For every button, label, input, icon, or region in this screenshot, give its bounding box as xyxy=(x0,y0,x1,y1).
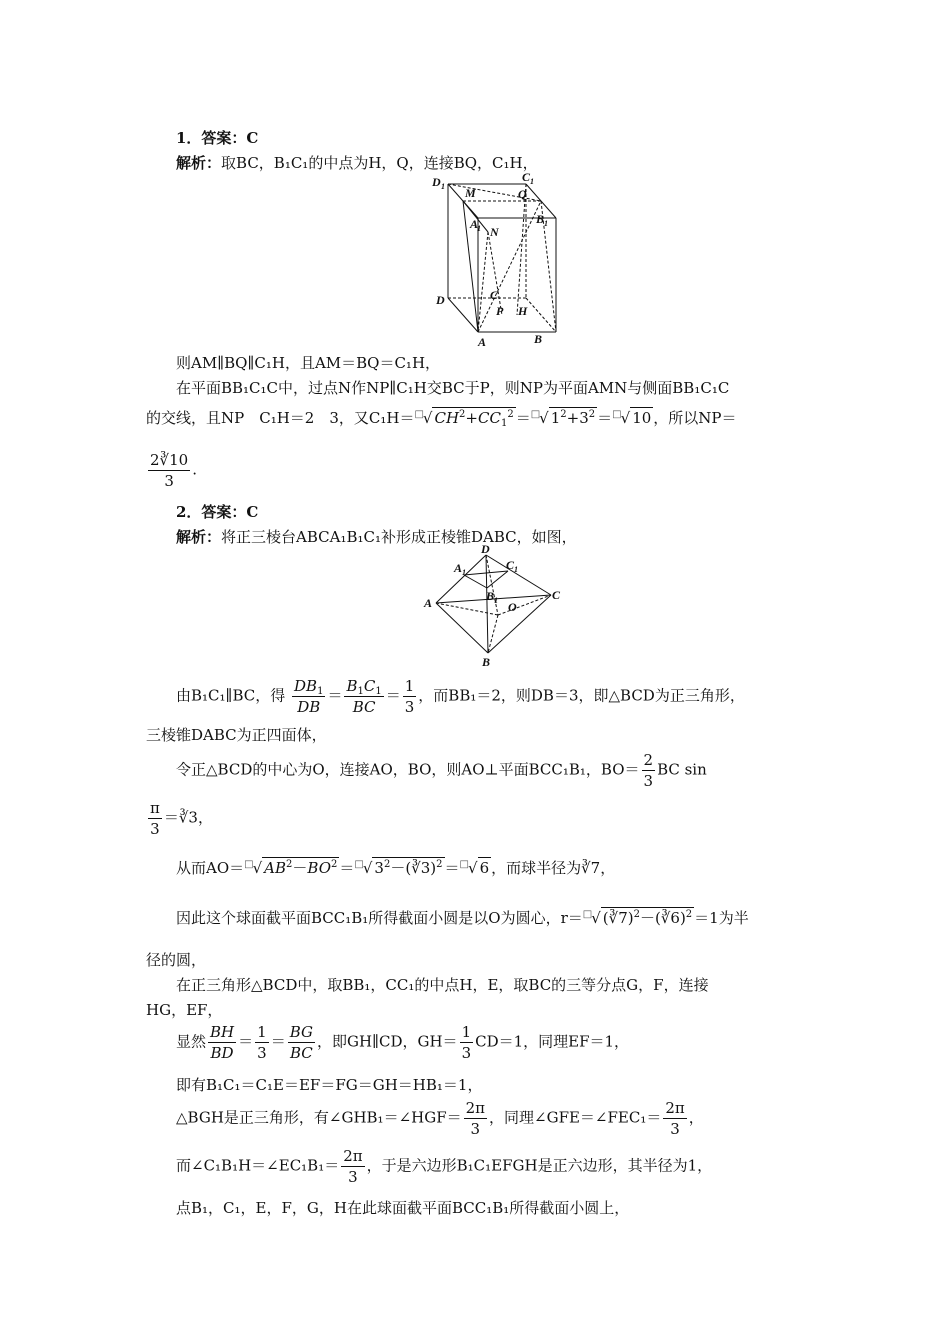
q1-line2: 则AM∥BQ∥C₁H，且AM＝BQ＝C₁H， xyxy=(176,354,441,372)
svg-text:1: 1 xyxy=(441,182,445,191)
svg-text:C: C xyxy=(506,558,515,572)
svg-text:H: H xyxy=(518,304,528,318)
svg-text:D: D xyxy=(436,293,445,307)
svg-text:1: 1 xyxy=(544,219,548,228)
q2-line5: $\frac{\pi}{3}$ ＝∛3， xyxy=(150,799,213,838)
q2-line8: 径的圆， xyxy=(146,951,207,969)
q2-line6: 从而AO＝□√ $AB^2-BO^2$ ＝□√ $3^2-(∛3)^2$ ＝□√ 6 ，而球半径为∛7， xyxy=(176,859,616,877)
svg-text:1: 1 xyxy=(462,568,466,577)
svg-text:Q: Q xyxy=(518,187,527,201)
svg-text:C: C xyxy=(522,172,531,184)
q1-line1: 解析：取BC，B₁C₁的中点为H，Q，连接BQ，C₁H， xyxy=(176,154,538,172)
q2-line10: HG，EF， xyxy=(146,1001,223,1019)
q2-line7: 因此这个球面截平面BCC₁B₁所得截面小圆是以O为圆心，r＝□√ (∛7)$^2$－(∛6)$^2$ ＝1为半 xyxy=(176,909,749,927)
svg-text:O: O xyxy=(508,600,517,614)
svg-text:A: A xyxy=(478,335,487,349)
svg-text:B: B xyxy=(482,655,491,669)
svg-text:1: 1 xyxy=(514,565,518,574)
q2-line15: 点B₁，C₁，E，F，G，H在此球面截平面BCC₁B₁所得截面小圆上， xyxy=(176,1199,630,1217)
svg-text:B: B xyxy=(534,332,543,346)
svg-text:B: B xyxy=(536,212,545,226)
q2-line2: 由B₁C₁∥BC，得 $\frac{DB_1}{DB}$ ＝ $\frac{B_1C_1}{BC}$ ＝ $\frac{1}{3}$ ，而BB₁＝2，则DB＝3，即△BCD为正三角形， xyxy=(176,677,745,716)
q2-line3: 三棱锥DABC为正四面体， xyxy=(146,726,327,744)
q2-line13: △BGH是正三角形，有∠GHB₁＝∠HGF＝ $\frac{2\pi}{3}$ ，同理∠GFE＝∠FEC₁＝ $\frac{2\pi}{3}$ ， xyxy=(176,1099,704,1138)
svg-text:C: C xyxy=(552,588,561,602)
q2-line1: 解析：将正三棱台ABCA₁B₁C₁补形成正棱锥DABC，如图， xyxy=(176,528,577,546)
svg-text:B: B xyxy=(486,589,495,603)
svg-text:A: A xyxy=(470,217,479,231)
svg-text:A: A xyxy=(424,596,433,610)
svg-text:D: D xyxy=(481,545,490,556)
q1-heading: 1．答案：C xyxy=(176,129,259,147)
svg-text:A: A xyxy=(454,561,463,575)
svg-text:D: D xyxy=(432,175,441,189)
q1-prism-figure xyxy=(420,172,560,350)
q2-line14: 而∠C₁B₁H＝∠EC₁B₁＝ $\frac{2\pi}{3}$ ，于是六边形B₁C₁EFGH是正六边形，其半径为1， xyxy=(176,1147,713,1186)
svg-text:M: M xyxy=(465,186,476,200)
q1-line4: 的交线，且NP C₁H＝2 3，又C₁H＝□√ $CH^2+CC_1^2$ ＝□√ $1^2+3^2$ ＝□√ 10 ，所以NP＝ xyxy=(146,409,737,429)
q2-line11: 显然 $\frac{BH}{BD}$ ＝ $\frac{1}{3}$ ＝ $\frac{BG}{BC}$ ，即GH∥CD，GH＝ $\frac{1}{3}$ CD＝1，同理EF＝1， xyxy=(176,1023,630,1062)
q2-heading: 2．答案：C xyxy=(176,503,259,521)
svg-text:1: 1 xyxy=(494,596,498,605)
svg-text:1: 1 xyxy=(530,177,534,186)
svg-text:1: 1 xyxy=(477,224,481,233)
q2-line12: 即有B₁C₁＝C₁E＝EF＝FG＝GH＝HB₁＝1， xyxy=(176,1076,483,1094)
q2-tetrahedron-figure xyxy=(420,545,565,670)
q2-line4: 令正△BCD的中心为O，连接AO，BO，则AO⊥平面BCC₁B₁，BO＝ $\frac{2}{3}$ BC sin xyxy=(176,751,707,790)
svg-text:C: C xyxy=(490,288,499,302)
q2-line9: 在正三角形△BCD中，取BB₁，CC₁的中点H，E，取BC的三等分点G，F，连接 xyxy=(176,976,709,994)
q1-line3: 在平面BB₁C₁C中，过点N作NP∥C₁H交BC于P，则NP为平面AMN与侧面BB₁C₁C xyxy=(176,379,730,397)
svg-text:N: N xyxy=(490,225,499,239)
svg-text:P: P xyxy=(496,304,504,318)
q1-np-fraction: $\frac{2∛10}{3}$ . xyxy=(150,451,197,490)
